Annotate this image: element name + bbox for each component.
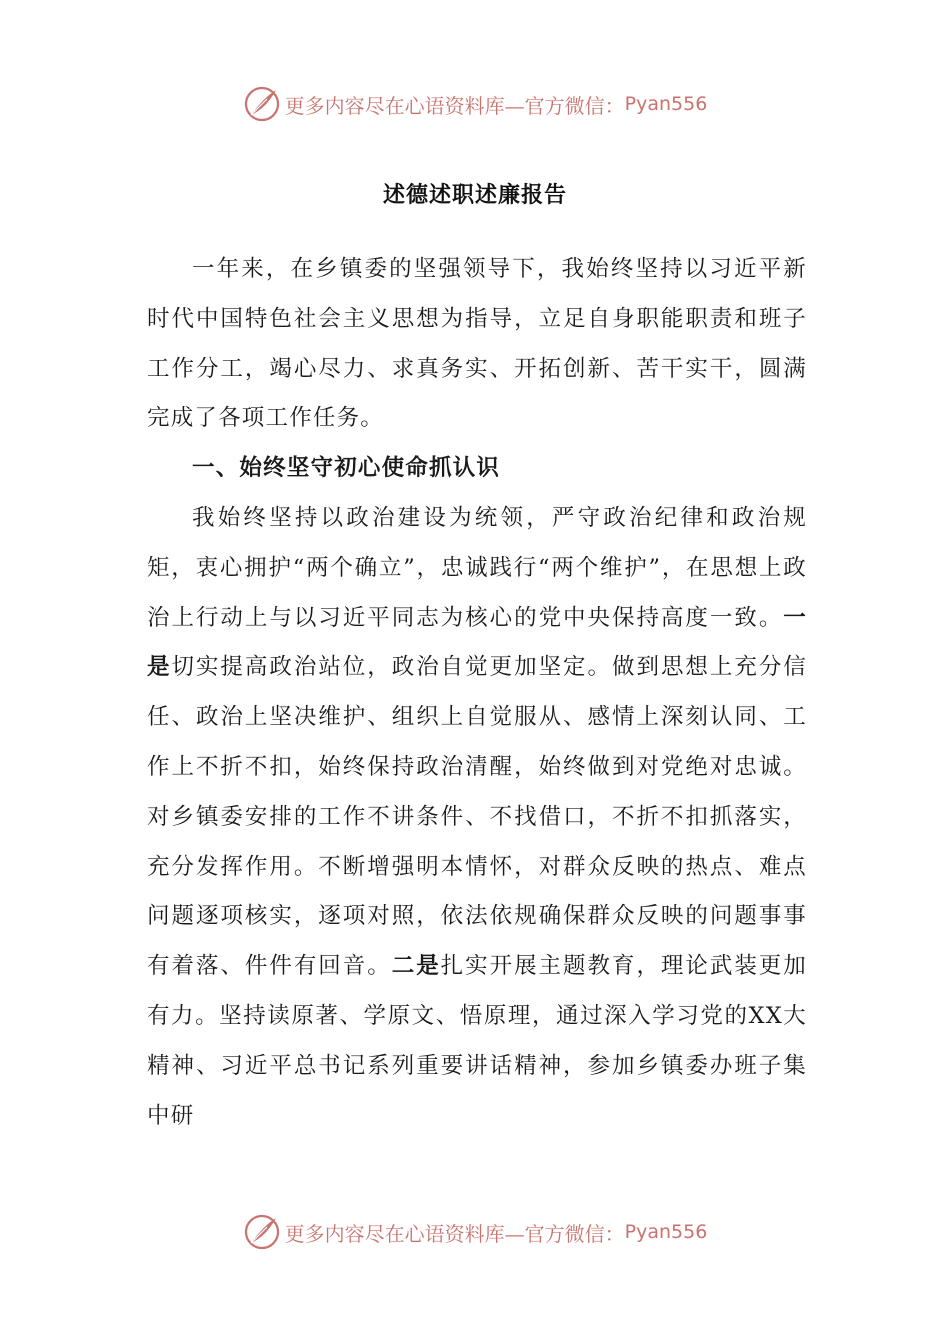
- paragraph-text: 我始终坚持以政治建设为统领，严守政治纪律和政治规矩，衷心拥护“两个确立”，忠诚践行“两个维护”，在思想上政治上行动上与以习近平同志为核心的党中央保持高度一致。: [147, 504, 807, 631]
- point-lead-2: 二是: [391, 953, 441, 980]
- feather-pen-logo-icon: [243, 1213, 281, 1251]
- document-body: [147, 245, 807, 1141]
- banner-wechat-id: Pyan556: [624, 1221, 708, 1243]
- paragraph-text: 扎实开展主题教育，理论武装更加有力。坚持读原著、学原文、悟原理，通过深入学习党的XX大精神、习近平总书记系列重要讲话精神，参加乡镇委办班子集中研: [147, 953, 807, 1129]
- feather-pen-logo-icon: [243, 85, 281, 123]
- banner-wechat-id: Pyan556: [624, 93, 708, 115]
- body-paragraph: [147, 494, 807, 1141]
- paragraph-text: 切实提高政治站位，政治自觉更加坚定。做到思想上充分信任、政治上坚决维护、组织上自觉服从、感情上深刻认同、工作上不折不扣，始终保持政治清醒，始终做到对党绝对忠诚。对乡镇委安排的工作不讲条件、不找借口，不折不扣抓落实，充分发挥作用。不断增强明本情怀，对群众反映的热点、难点问题逐项核实，逐项对照，依法依规确保群众反映的问题事事有着落、件件有回音。: [147, 654, 808, 980]
- intro-paragraph: 一年来，在乡镇委的坚强领导下，我始终坚持以习近平新时代中国特色社会主义思想为指导，立足自身职能职责和班子工作分工，竭心尽力、求真务实、开拓创新、苦干实干，圆满完成了各项工作任务。: [147, 256, 807, 432]
- footer-watermark-banner: [0, 1210, 950, 1254]
- header-watermark-banner: [0, 82, 950, 126]
- section-heading-1: 一、始终坚守初心使命抓认识: [192, 455, 501, 482]
- document-title: 述德述职述廉报告: [382, 183, 567, 208]
- banner-text: 更多内容尽在心语资料库—官方微信：: [284, 1221, 625, 1246]
- point-lead-1: 一是: [147, 604, 807, 681]
- banner-text: 更多内容尽在心语资料库—官方微信：: [284, 93, 625, 118]
